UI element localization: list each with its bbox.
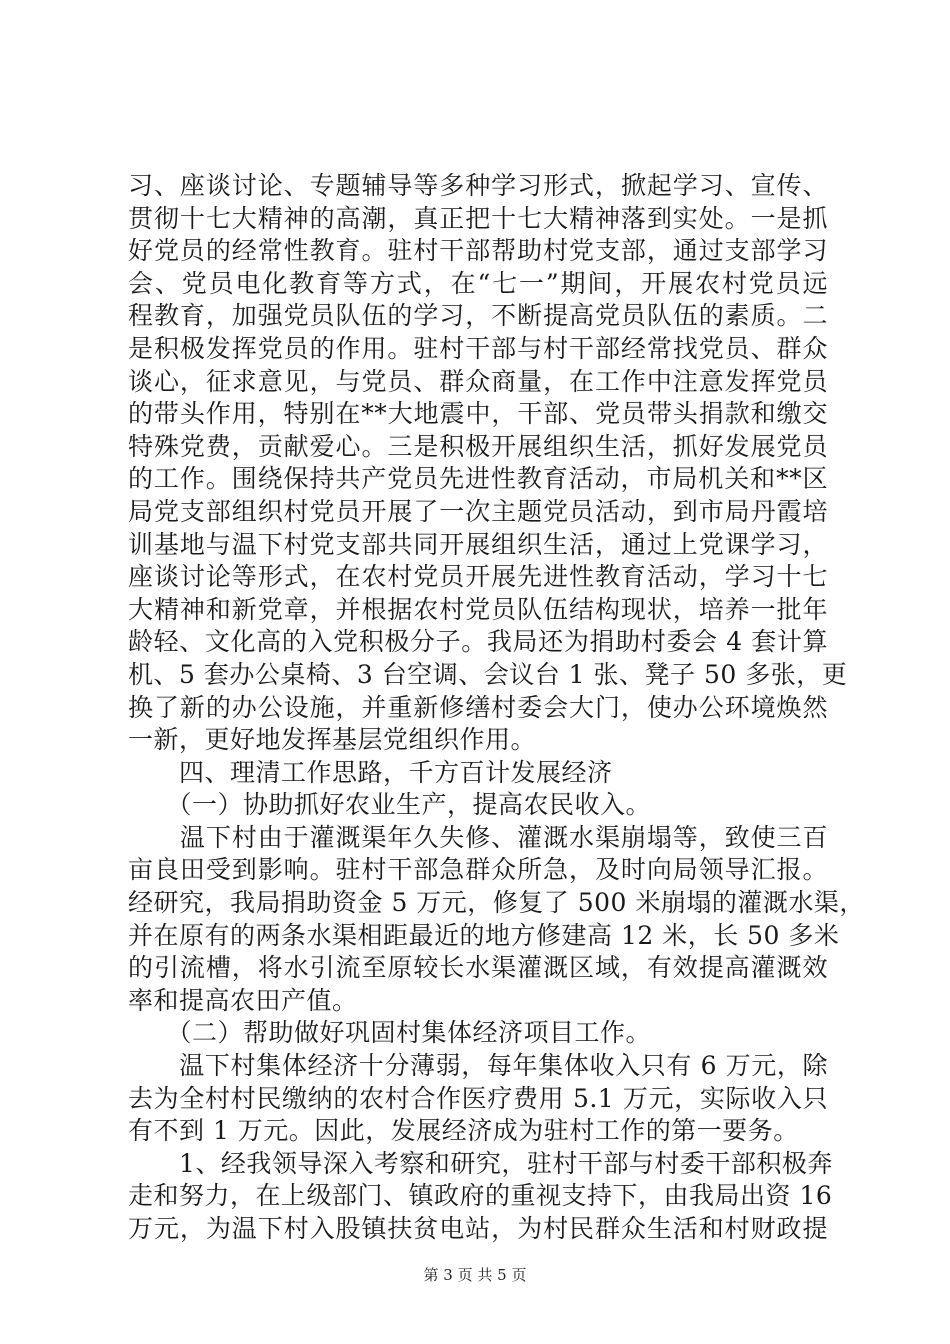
text-line: 一新，更好地发挥基层党组织作用。 bbox=[128, 725, 537, 755]
text-line: 四、理清工作思路，千方百计发展经济 bbox=[128, 757, 613, 787]
text-line: 换了新的办公设施，并重新修缮村委会大门，使办公环境焕然 bbox=[128, 692, 828, 722]
text-line: 程教育，加强党员队伍的学习，不断提高党员队伍的素质。二 bbox=[128, 301, 828, 331]
text-line: 率和提高农田产值。 bbox=[128, 985, 358, 1015]
text-line: 座谈讨论等形式，在农村党员开展先进性教育活动，学习十七 bbox=[128, 562, 828, 592]
text-line: 并在原有的两条水渠相距最近的地方修建高 12 米，长 50 多米 bbox=[128, 920, 840, 950]
text-line: （一）协助抓好农业生产，提高农民收入。 bbox=[128, 790, 652, 820]
document-body bbox=[128, 170, 865, 1246]
text-line: 的工作。围绕保持共产党员先进性教育活动，市局机关和**区 bbox=[128, 464, 828, 494]
text-line: 去为全村村民缴纳的农村合作医疗费用 5.1 万元，实际收入只 bbox=[128, 1083, 828, 1113]
text-line: 温下村由于灌溉渠年久失修、灌溉水渠崩塌等，致使三百 bbox=[128, 822, 828, 852]
text-line: 温下村集体经济十分薄弱，每年集体收入只有 6 万元，除 bbox=[128, 1051, 828, 1081]
text-line: 有不到 1 万元。因此，发展经济成为驻村工作的第一要务。 bbox=[128, 1116, 799, 1146]
text-line: 亩良田受到影响。驻村干部急群众所急，及时向局领导汇报。 bbox=[128, 855, 828, 885]
text-line: 是积极发挥党员的作用。驻村干部与村干部经常找党员、群众 bbox=[128, 333, 828, 363]
text-line: 训基地与温下村党支部共同开展组织生活，通过上党课学习， bbox=[128, 529, 828, 559]
text-line: 经研究，我局捐助资金 5 万元，修复了 500 米崩塌的灌溉水渠， bbox=[128, 888, 865, 918]
text-line: 的带头作用，特别在**大地震中，干部、党员带头捐款和缴交 bbox=[128, 399, 828, 429]
text-line: 特殊党费，贡献爱心。三是积极开展组织生活，抓好发展党员 bbox=[128, 431, 828, 461]
text-line: 万元，为温下村入股镇扶贫电站，为村民群众生活和村财政提 bbox=[128, 1214, 828, 1243]
text-line: 机、5 套办公桌椅、3 台空调、会议台 1 张、凳子 50 多张，更 bbox=[128, 659, 848, 689]
text-line: 谈心，征求意见，与党员、群众商量，在工作中注意发挥党员 bbox=[128, 366, 828, 396]
text-line: 习、座谈讨论、专题辅导等多种学习形式，掀起学习、宣传、 bbox=[128, 171, 828, 200]
text-line: 会、党员电化教育等方式，在“七一”期间，开展农村党员远 bbox=[128, 268, 828, 298]
text-line: 贯彻十七大精神的高潮，真正把十七大精神落到实处。一是抓 bbox=[128, 203, 828, 233]
text-line: 走和努力，在上级部门、镇政府的重视支持下，由我局出资 16 bbox=[128, 1181, 833, 1211]
text-line: 龄轻、文化高的入党积极分子。我局还为捐助村委会 4 套计算 bbox=[128, 627, 828, 657]
text-line: 大精神和新党章，并根据农村党员队伍结构现状，培养一批年 bbox=[128, 594, 828, 624]
text-line: （二）帮助做好巩固村集体经济项目工作。 bbox=[128, 1018, 652, 1048]
text-line: 局党支部组织村党员开展了一次主题党员活动，到市局丹霞培 bbox=[128, 496, 828, 526]
page-footer: 第 3 页 共 5 页 bbox=[423, 1266, 527, 1284]
text-line: 1、经我领导深入考察和研究，驻村干部与村委干部积极奔 bbox=[128, 1148, 833, 1178]
text-line: 的引流槽，将水引流至原较长水渠灌溉区域，有效提高灌溉效 bbox=[128, 953, 828, 983]
text-line: 好党员的经常性教育。驻村干部帮助村党支部，通过支部学习 bbox=[128, 236, 828, 266]
